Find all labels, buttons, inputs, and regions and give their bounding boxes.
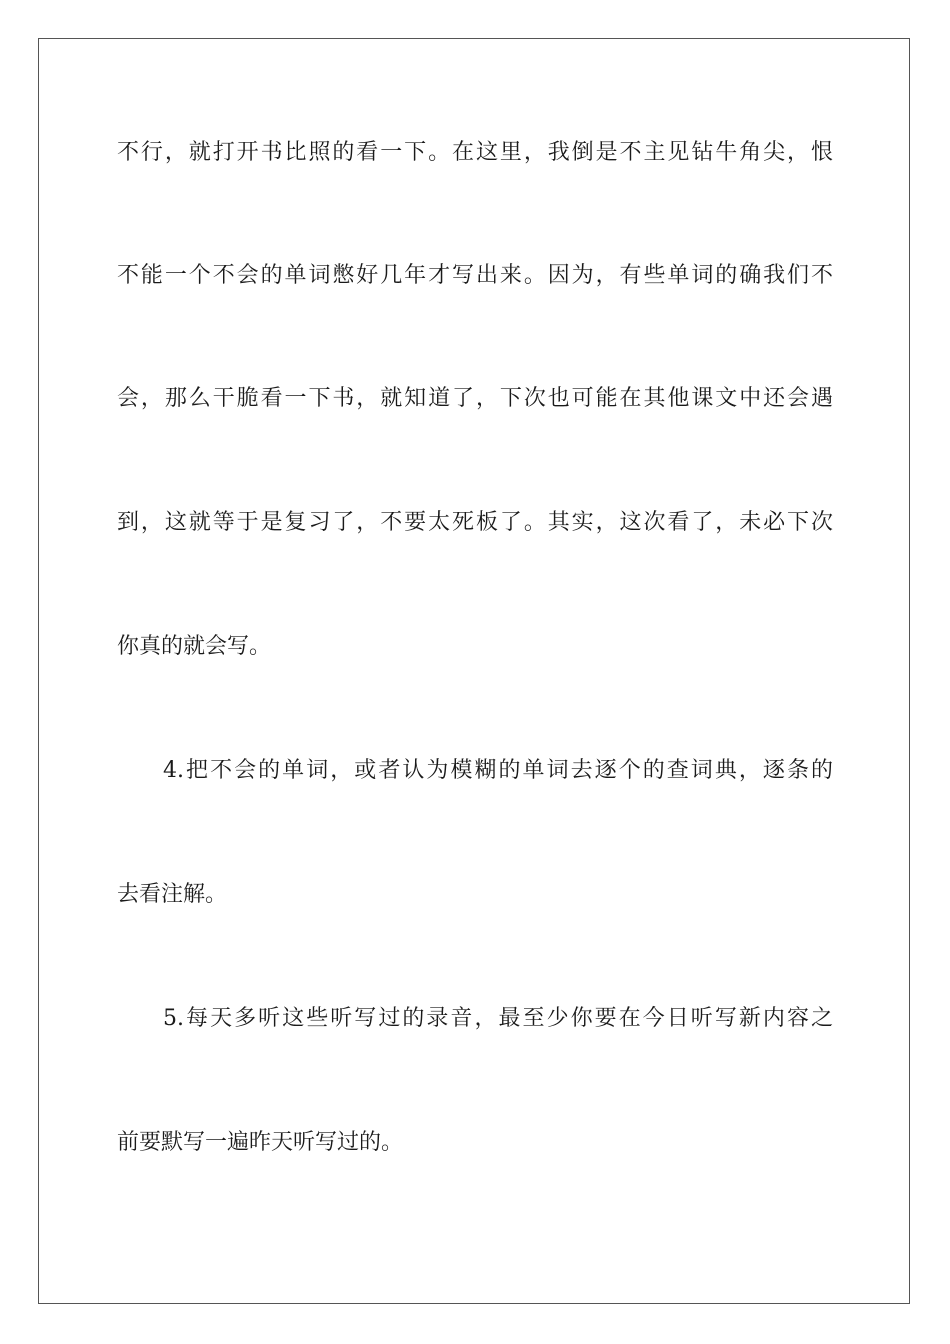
list-item-5-continuation: 前要默写一遍昨天听写过的。 bbox=[117, 1130, 404, 1155]
list-item-4-line: 4.把不会的单词，或者认为模糊的单词去逐个的查词典，逐条的 bbox=[163, 758, 833, 783]
list-item-5-line: 5.每天多听这些听写过的录音，最至少你要在今日听写新内容之 bbox=[163, 1006, 833, 1031]
page-frame bbox=[38, 38, 910, 1304]
text-line: 你真的就会写。 bbox=[117, 634, 272, 659]
list-item-4-continuation: 去看注解。 bbox=[117, 882, 228, 907]
text-line: 到，这就等于是复习了，不要太死板了。其实，这次看了，未必下次 bbox=[117, 510, 833, 535]
text-line: 不行，就打开书比照的看一下。在这里，我倒是不主见钻牛角尖，恨 bbox=[117, 140, 833, 165]
text-line: 会，那么干脆看一下书，就知道了，下次也可能在其他课文中还会遇 bbox=[117, 386, 833, 411]
text-line: 不能一个不会的单词憋好几年才写出来。因为，有些单词的确我们不 bbox=[117, 263, 833, 288]
